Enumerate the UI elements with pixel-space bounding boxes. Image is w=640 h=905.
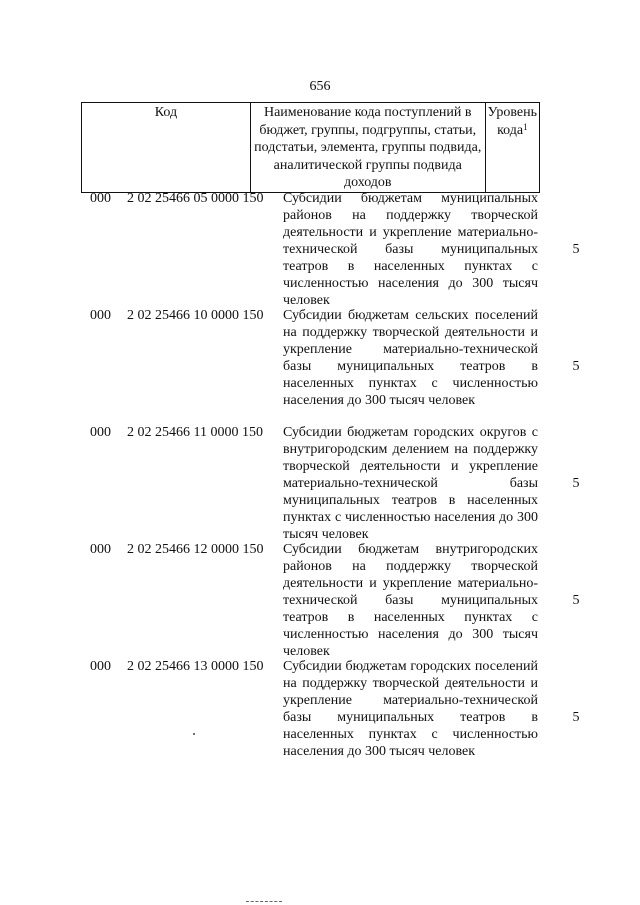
- code-level: 5: [572, 593, 580, 608]
- code-level: 5: [572, 359, 580, 374]
- scan-artifact-line: [246, 901, 282, 903]
- admin-code: 000: [90, 542, 111, 557]
- page-number: 656: [309, 79, 331, 94]
- header-level: [485, 103, 539, 193]
- table-row: [0, 190, 640, 307]
- income-name: Субсидии бюджетам муниципальных районов на поддержку творческой деятельности и укрепление материально-технической базы муниципальных театров в населенных пунктах с численностью населения до 300 тысяч человек: [283, 191, 538, 308]
- header-code: Код: [82, 103, 251, 193]
- income-code: 2 02 25466 10 0000 150: [127, 308, 264, 323]
- admin-code: 000: [90, 425, 111, 440]
- income-name: Субсидии бюджетам сельских поселений на поддержку творческой деятельности и укрепление материально-технической базы муниципальных театров в населенных пунктах с численностью населения до 300 тысяч человек: [283, 308, 538, 408]
- income-code: 2 02 25466 05 0000 150: [127, 191, 264, 206]
- income-code: 2 02 25466 12 0000 150: [127, 542, 264, 557]
- stray-mark: [193, 733, 195, 735]
- table-header: [81, 102, 540, 193]
- code-level: 5: [572, 710, 580, 725]
- table-row: [0, 541, 640, 658]
- table-row: [0, 307, 640, 424]
- income-name: Субсидии бюджетам городских поселений на поддержку творческой деятельности и укрепление материально-технической базы муниципальных театров в населенных пунктах с численностью населения до 300 тысяч человек: [283, 659, 538, 759]
- income-code: 2 02 25466 13 0000 150: [127, 659, 264, 674]
- income-name: Субсидии бюджетам городских округов с внутригородским делением на поддержку творческой деятельности и укрепление материально-технической базы муниципальных театров в населенных пунктах с численностью населения до 300 тысяч человек: [283, 425, 538, 542]
- admin-code: 000: [90, 191, 111, 206]
- table-row: [0, 658, 640, 775]
- table-row: [0, 424, 640, 541]
- header-name: Наименование кода поступлений в бюджет, группы, подгруппы, статьи, подстатьи, элемента, группы подвида, аналитической группы подвида доходов: [250, 103, 485, 193]
- code-level: 5: [572, 476, 580, 491]
- header-level-label: Уровень кода: [487, 105, 537, 138]
- admin-code: 000: [90, 659, 111, 674]
- income-code: 2 02 25466 11 0000 150: [127, 425, 263, 440]
- footnote-marker: 1: [523, 121, 528, 132]
- admin-code: 000: [90, 308, 111, 323]
- code-level: 5: [572, 242, 580, 257]
- table-body: [0, 190, 640, 775]
- income-name: Субсидии бюджетам внутригородских районов на поддержку творческой деятельности и укрепление материально-технической базы муниципальных театров в населенных пунктах с численностью населения до 300 тысяч человек: [283, 542, 538, 659]
